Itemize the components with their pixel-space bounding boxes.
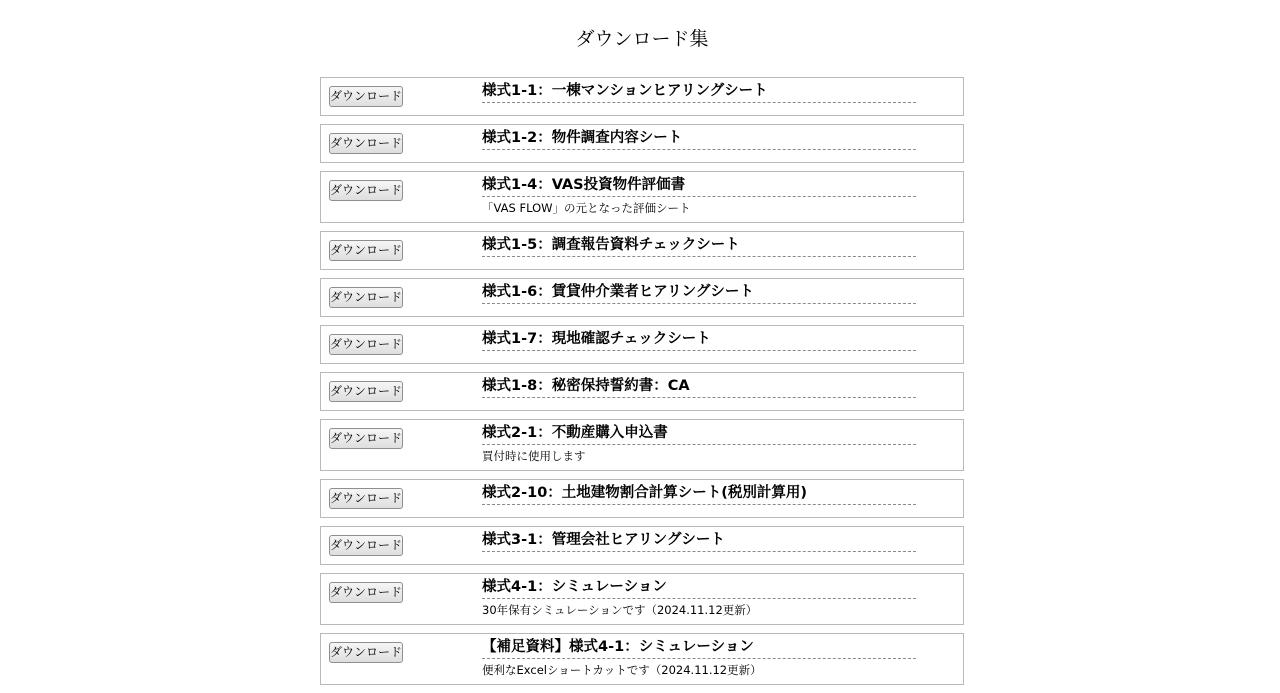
download-button[interactable]: ダウンロード: [329, 180, 403, 201]
download-item: [320, 171, 964, 223]
download-button[interactable]: ダウンロード: [329, 488, 403, 509]
item-title: 様式1-2：物件調査内容シート: [482, 129, 916, 150]
item-title: 様式2-1：不動産購入申込書: [482, 424, 916, 445]
item-description: 買付時に使用します: [482, 449, 586, 463]
item-title: 様式4-1：シミュレーション: [482, 578, 916, 599]
download-button[interactable]: ダウンロード: [329, 381, 403, 402]
download-button[interactable]: ダウンロード: [329, 86, 403, 107]
download-item: [320, 419, 964, 471]
item-title: 様式1-7：現地確認チェックシート: [482, 330, 916, 351]
download-item: [320, 124, 964, 163]
download-item: [320, 372, 964, 411]
download-button[interactable]: ダウンロード: [329, 428, 403, 449]
item-description: 30年保有シミュレーションです（2024.11.12更新）: [482, 603, 758, 617]
item-title: 【補足資料】様式4-1：シミュレーション: [482, 638, 916, 659]
item-title: 様式1-5：調査報告資料チェックシート: [482, 236, 916, 257]
item-title: 様式3-1：管理会社ヒアリングシート: [482, 531, 916, 552]
download-item: [320, 77, 964, 116]
download-list: [320, 77, 964, 693]
item-title: 様式1-6：賃貸仲介業者ヒアリングシート: [482, 283, 916, 304]
download-item: [320, 278, 964, 317]
download-button[interactable]: ダウンロード: [329, 133, 403, 154]
item-title: 様式1-4：VAS投資物件評価書: [482, 176, 916, 197]
download-item: [320, 573, 964, 625]
download-button[interactable]: ダウンロード: [329, 240, 403, 261]
download-button[interactable]: ダウンロード: [329, 334, 403, 355]
download-button[interactable]: ダウンロード: [329, 642, 403, 663]
download-item: [320, 479, 964, 518]
item-description: 「VAS FLOW」の元となった評価シート: [482, 201, 691, 215]
download-button[interactable]: ダウンロード: [329, 287, 403, 308]
page-title: ダウンロード集: [575, 28, 709, 50]
item-title: 様式2-10：土地建物割合計算シート(税別計算用): [482, 484, 916, 505]
item-title: 様式1-8：秘密保持誓約書：CA: [482, 377, 916, 398]
download-item: [320, 633, 964, 685]
item-title: 様式1-1：一棟マンションヒアリングシート: [482, 82, 916, 103]
download-button[interactable]: ダウンロード: [329, 535, 403, 556]
download-item: [320, 526, 964, 565]
download-item: [320, 325, 964, 364]
item-description: 便利なExcelショートカットです（2024.11.12更新）: [482, 663, 762, 677]
download-button[interactable]: ダウンロード: [329, 582, 403, 603]
download-item: [320, 231, 964, 270]
